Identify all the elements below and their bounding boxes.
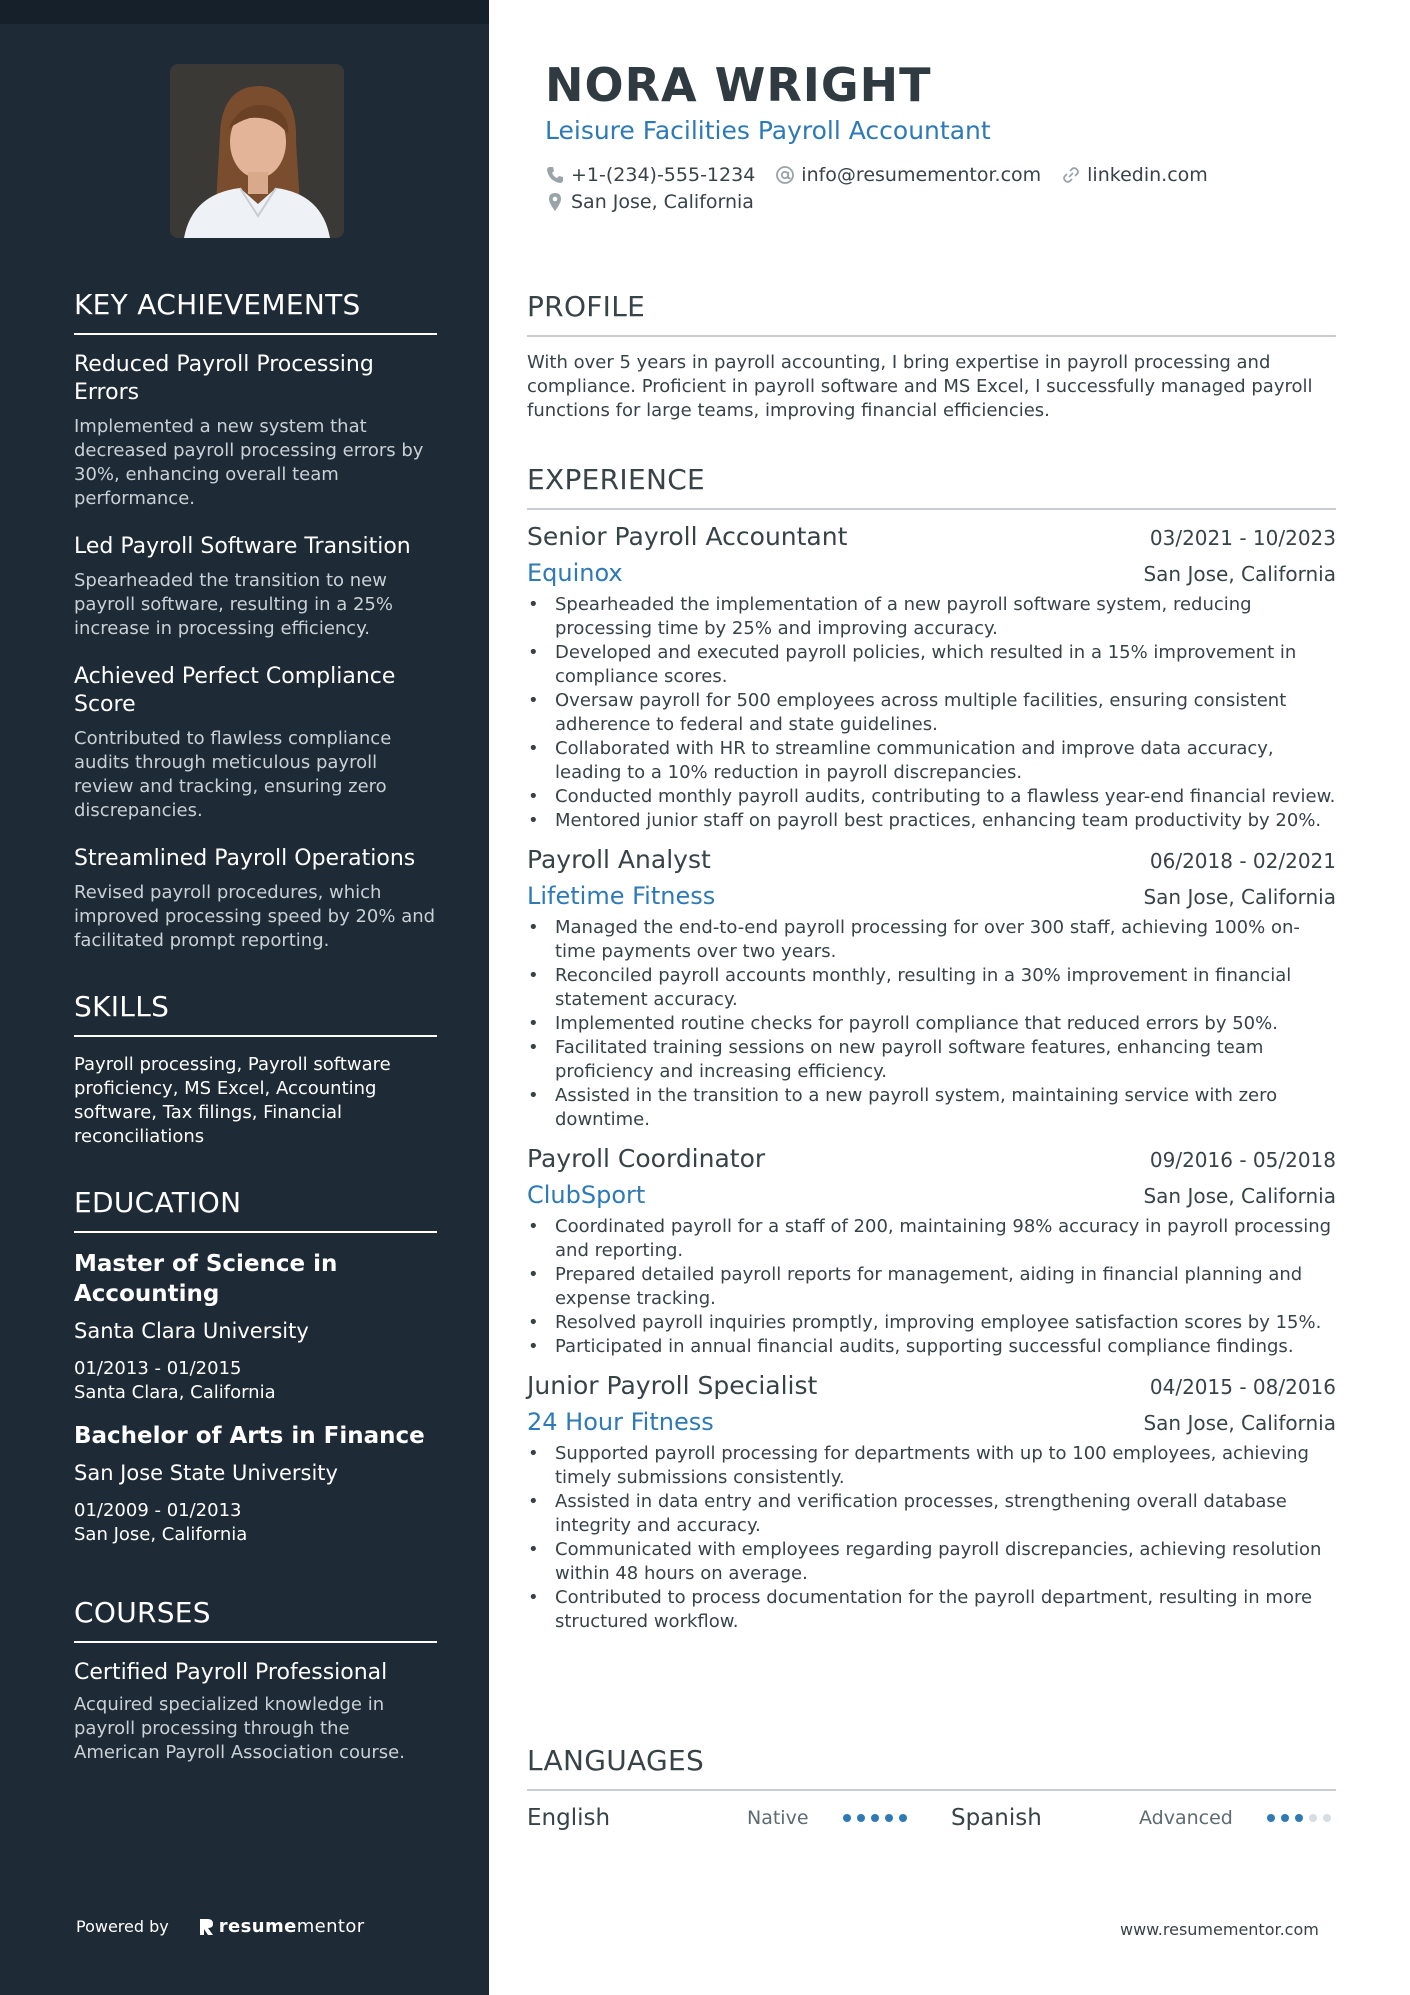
brand-icon: [197, 1917, 215, 1937]
job-bullets: [527, 593, 1336, 833]
rating-dot-filled: [1295, 1814, 1303, 1822]
job-bullet: • Oversaw payroll for 500 employees across multiple facilities, ensuring consistent adherence to federal and state guidelines.: [527, 689, 1336, 737]
skills-section: [74, 990, 437, 1149]
language-level: Advanced: [1139, 1807, 1233, 1829]
education-dates: 01/2013 - 01/2015: [74, 1358, 242, 1379]
job-location: San Jose, California: [1143, 885, 1336, 909]
location-text: San Jose, California: [571, 191, 754, 213]
contact-email[interactable]: [775, 164, 1041, 186]
job-bullet: • Assisted in data entry and verification processes, strengthening overall database integrity and accuracy.: [527, 1490, 1336, 1538]
achievement-desc: Revised payroll procedures, which improved processing speed by 20% and facilitated prompt reporting.: [74, 882, 436, 951]
job-bullets: [527, 1442, 1336, 1634]
achievement-desc: Contributed to flawless compliance audits through meticulous payroll review and tracking, ensuring zero discrepancies.: [74, 728, 392, 821]
profile-photo-illustration: [170, 64, 344, 238]
achievement-title: Streamlined Payroll Operations: [74, 846, 416, 871]
job-bullet: • Supported payroll processing for departments with up to 100 employees, achieving timely submissions consistently.: [527, 1442, 1336, 1490]
job-subheader: [527, 1181, 1336, 1209]
experience-section: [527, 463, 1336, 1634]
language-level: Native: [747, 1807, 809, 1829]
rating-dot-empty: [1323, 1814, 1331, 1822]
contact-location: [545, 191, 754, 213]
profile-summary: With over 5 years in payroll accounting, I bring expertise in payroll processing and compliance. Proficient in payroll software and MS Excel, I successfully managed payroll functions for large teams, improving financial efficiencies.: [527, 352, 1313, 421]
job-header: [527, 845, 1336, 874]
rating-dot-filled: [885, 1814, 893, 1822]
course-desc: Acquired specialized knowledge in payroll processing through the American Payroll Association course.: [74, 1694, 405, 1763]
job-bullet: • Reconciled payroll accounts monthly, resulting in a 30% improvement in financial statement accuracy.: [527, 964, 1336, 1012]
location-pin-icon: [545, 192, 565, 212]
job-bullet: • Managed the end-to-end payroll processing for over 300 staff, achieving 100% on-time payments over two years.: [527, 916, 1336, 964]
job-location: San Jose, California: [1143, 1184, 1336, 1208]
education-meta: [74, 1499, 437, 1547]
achievement-title: Led Payroll Software Transition: [74, 534, 411, 559]
education-school: Santa Clara University: [74, 1319, 309, 1343]
job-bullets: [527, 916, 1336, 1132]
job-dates: 06/2018 - 02/2021: [1149, 849, 1336, 873]
job-bullet: • Mentored junior staff on payroll best practices, enhancing team productivity by 20%.: [527, 809, 1336, 833]
profile-title: PROFILE: [527, 290, 1336, 337]
brand-rest: mentor: [296, 1916, 365, 1937]
job-bullet: • Prepared detailed payroll reports for management, aiding in financial planning and expense tracking.: [527, 1263, 1336, 1311]
rating-dot-empty: [1309, 1814, 1317, 1822]
achievement-item: [74, 351, 437, 511]
languages-row: [527, 1805, 1336, 1831]
brand-bold: resume: [218, 1916, 297, 1937]
languages-title: LANGUAGES: [527, 1744, 1336, 1791]
education-dates: 01/2009 - 01/2013: [74, 1500, 242, 1521]
profile-photo: [170, 64, 344, 238]
language-name: English: [527, 1805, 611, 1831]
profile-section: [527, 290, 1336, 423]
link-icon: [1061, 165, 1081, 185]
job-role: Payroll Analyst: [527, 845, 711, 874]
education-school: San Jose State University: [74, 1461, 338, 1485]
job-bullet: • Spearheaded the implementation of a new payroll software system, reducing processing time by 25% and improving accuracy.: [527, 593, 1336, 641]
candidate-name: NORA WRIGHT: [545, 58, 932, 112]
job-header: [527, 1144, 1336, 1173]
contact-row-2: [545, 191, 774, 213]
job-company: Equinox: [527, 559, 623, 587]
language-name: Spanish: [951, 1805, 1042, 1831]
achievement-desc: Spearheaded the transition to new payroll software, resulting in a 25% increase in processing efficiency.: [74, 570, 393, 639]
job-bullets: [527, 1215, 1336, 1359]
job-entry: [527, 1144, 1336, 1359]
phone-icon: [545, 165, 565, 185]
education-item: [74, 1421, 437, 1547]
footer-website[interactable]: www.resumementor.com: [1120, 1920, 1319, 1939]
sidebar: [0, 0, 489, 1995]
powered-by: [76, 1916, 365, 1937]
job-dates: 03/2021 - 10/2023: [1149, 526, 1336, 550]
achievement-item: [74, 663, 437, 823]
courses-section: [74, 1596, 437, 1765]
courses-title: COURSES: [74, 1596, 437, 1643]
rating-dot-filled: [1281, 1814, 1289, 1822]
experience-title: EXPERIENCE: [527, 463, 1336, 510]
job-bullet: • Implemented routine checks for payroll compliance that reduced errors by 50%.: [527, 1012, 1336, 1036]
skills-list: Payroll processing, Payroll software proficiency, MS Excel, Accounting software, Tax filings, Financial reconciliations: [74, 1054, 391, 1147]
job-bullet: • Facilitated training sessions on new payroll software features, enhancing team proficiency and increasing efficiency.: [527, 1036, 1336, 1084]
job-location: San Jose, California: [1143, 1411, 1336, 1435]
job-dates: 09/2016 - 05/2018: [1149, 1148, 1336, 1172]
candidate-title: Leisure Facilities Payroll Accountant: [545, 116, 991, 145]
education-section: [74, 1186, 437, 1563]
job-entry: [527, 522, 1336, 833]
job-bullet: • Assisted in the transition to a new payroll system, maintaining service with zero downtime.: [527, 1084, 1336, 1132]
job-header: [527, 522, 1336, 551]
achievement-item: [74, 533, 437, 641]
education-degree: Bachelor of Arts in Finance: [74, 1423, 425, 1449]
job-bullet: • Participated in annual financial audits, supporting successful compliance findings.: [527, 1335, 1336, 1359]
skills-title: SKILLS: [74, 990, 437, 1037]
rating-dot-filled: [899, 1814, 907, 1822]
job-location: San Jose, California: [1143, 562, 1336, 586]
powered-by-label: Powered by: [76, 1917, 169, 1936]
languages-section: [527, 1744, 1336, 1831]
brand-logo[interactable]: [197, 1916, 365, 1937]
job-bullet: • Resolved payroll inquiries promptly, improving employee satisfaction scores by 15%.: [527, 1311, 1336, 1335]
education-title: EDUCATION: [74, 1186, 437, 1233]
education-item: [74, 1249, 437, 1405]
achievement-title: Reduced Payroll Processing Errors: [74, 352, 374, 405]
job-bullet: • Collaborated with HR to streamline communication and improve data accuracy, leading to a 10% reduction in payroll discrepancies.: [527, 737, 1336, 785]
linkedin-text: linkedin.com: [1087, 164, 1208, 186]
job-bullet: • Conducted monthly payroll audits, contributing to a flawless year-end financial review.: [527, 785, 1336, 809]
course-title: Certified Payroll Professional: [74, 1660, 388, 1685]
contact-linkedin[interactable]: [1061, 164, 1208, 186]
job-bullet: • Communicated with employees regarding payroll discrepancies, achieving resolution within 48 hours on average.: [527, 1538, 1336, 1586]
email-text: info@resumementor.com: [801, 164, 1042, 186]
job-subheader: [527, 882, 1336, 910]
language-rating: [1261, 1814, 1331, 1822]
job-subheader: [527, 559, 1336, 587]
language-rating: [837, 1814, 951, 1822]
job-company: Lifetime Fitness: [527, 882, 716, 910]
job-bullet: • Coordinated payroll for a staff of 200, maintaining 98% accuracy in payroll processing and reporting.: [527, 1215, 1336, 1263]
rating-dot-filled: [871, 1814, 879, 1822]
rating-dot-filled: [1267, 1814, 1275, 1822]
job-bullet: • Contributed to process documentation for the payroll department, resulting in more structured workflow.: [527, 1586, 1336, 1634]
sidebar-top-strip: [0, 0, 489, 24]
achievement-item: [74, 845, 437, 953]
job-company: ClubSport: [527, 1181, 646, 1209]
job-dates: 04/2015 - 08/2016: [1149, 1375, 1336, 1399]
rating-dot-filled: [843, 1814, 851, 1822]
at-icon: [775, 165, 795, 185]
achievements-section: [74, 288, 437, 975]
job-role: Payroll Coordinator: [527, 1144, 766, 1173]
job-entry: [527, 1371, 1336, 1634]
job-subheader: [527, 1408, 1336, 1436]
achievement-title: Achieved Perfect Compliance Score: [74, 664, 396, 717]
phone-text: +1-(234)-555-1234: [571, 164, 756, 186]
education-meta: [74, 1357, 437, 1405]
education-location: Santa Clara, California: [74, 1382, 276, 1403]
job-header: [527, 1371, 1336, 1400]
job-bullet: • Developed and executed payroll policies, which resulted in a 15% improvement in compliance scores.: [527, 641, 1336, 689]
rating-dot-filled: [857, 1814, 865, 1822]
education-degree: Master of Science in Accounting: [74, 1251, 338, 1307]
achievements-title: KEY ACHIEVEMENTS: [74, 288, 437, 335]
education-location: San Jose, California: [74, 1524, 248, 1545]
job-role: Junior Payroll Specialist: [527, 1371, 818, 1400]
contact-phone[interactable]: [545, 164, 755, 186]
job-company: 24 Hour Fitness: [527, 1408, 714, 1436]
job-entry: [527, 845, 1336, 1132]
achievement-desc: Implemented a new system that decreased payroll processing errors by 30%, enhancing overall team performance.: [74, 416, 424, 509]
job-role: Senior Payroll Accountant: [527, 522, 848, 551]
contact-row: [545, 164, 1228, 186]
